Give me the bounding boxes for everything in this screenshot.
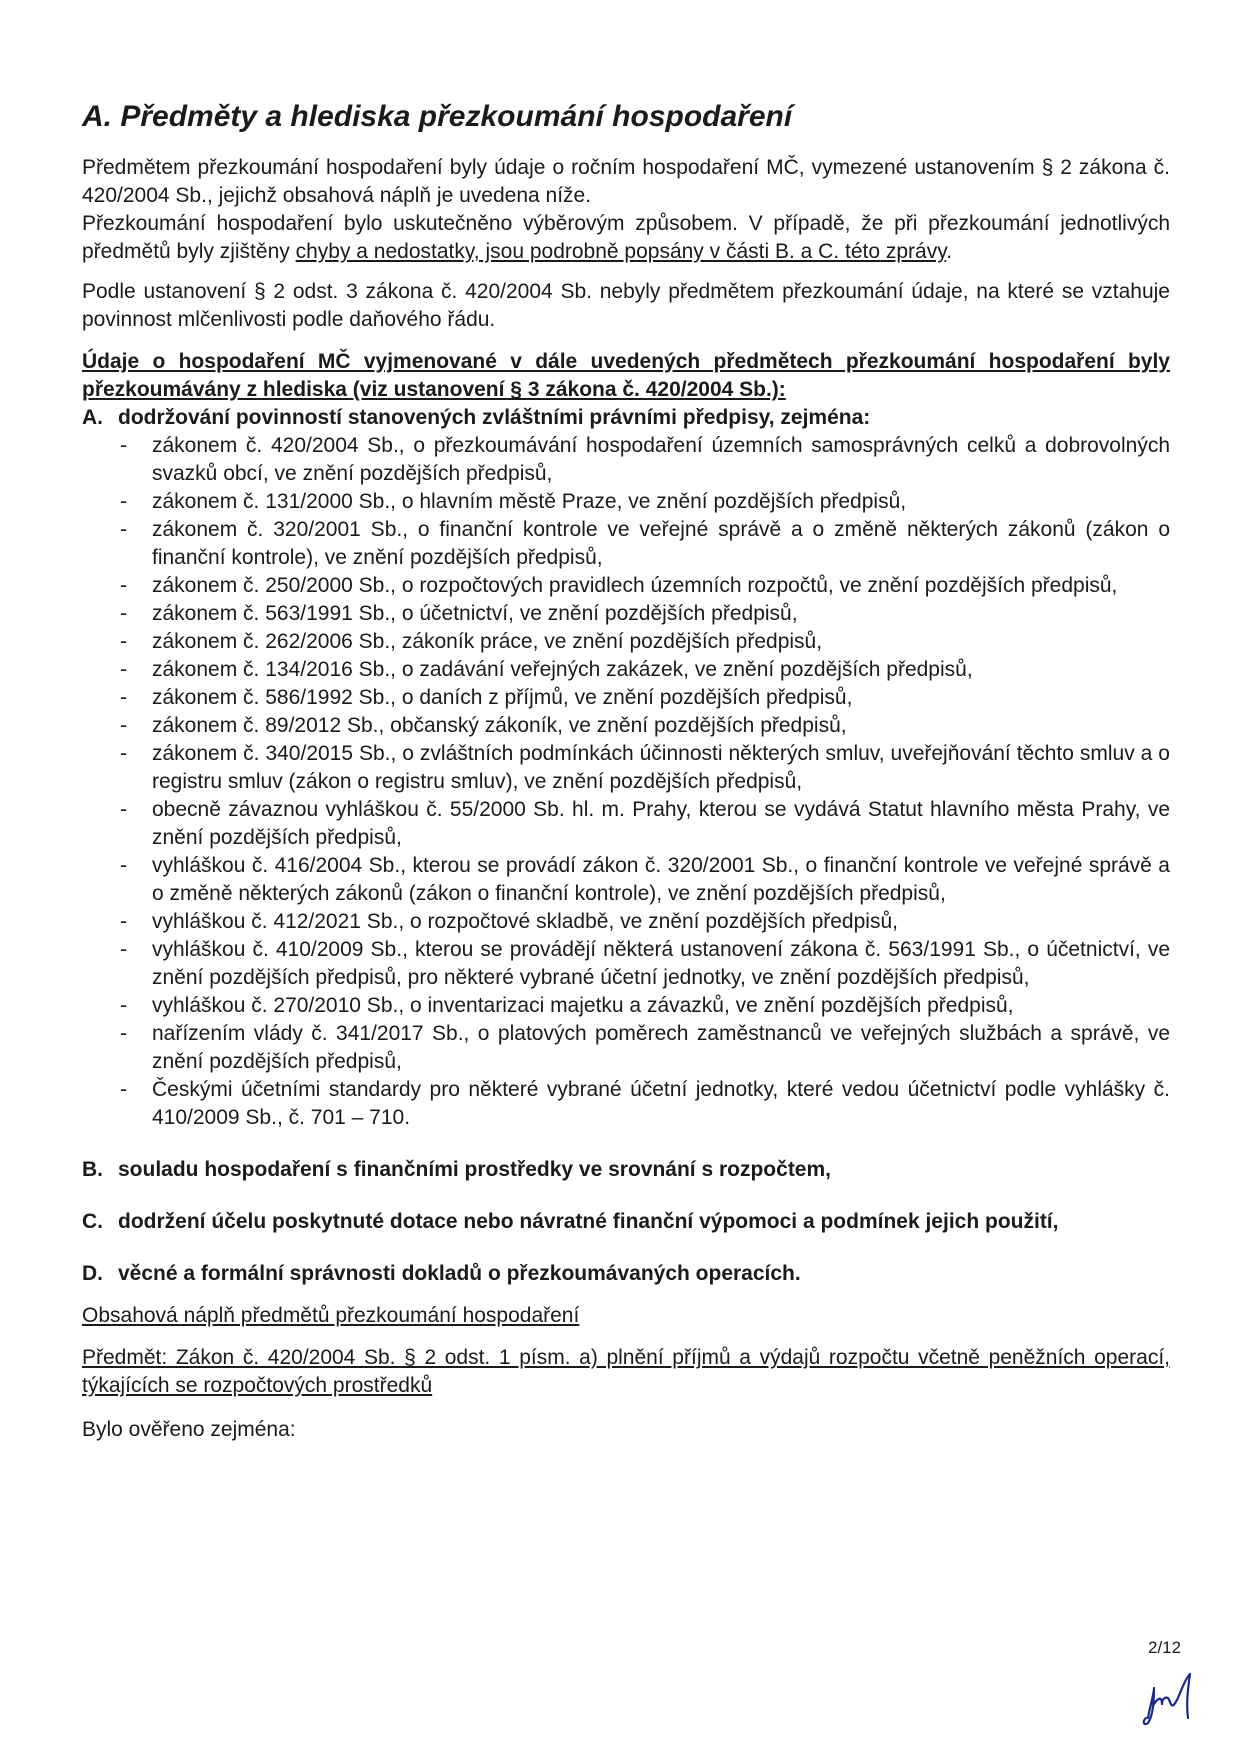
intro-paragraph-3: Podle ustanovení § 2 odst. 3 zákona č. 420/2004 Sb. nebyly předmětem přezkoumání údaje, na které se vztahuje povinnost mlčenlivosti podle daňového řádu. xyxy=(82,280,1170,331)
list-item: - Českými účetními standardy pro některé vybrané účetní jednotky, které vedou účetnictví podle vyhlášky č. 410/2009 Sb., č. 701 – 710. xyxy=(118,1076,1170,1132)
subject-line: Předmět: Zákon č. 420/2004 Sb. § 2 odst. 1 písm. a) plnění příjmů a výdajů rozpočtu včetně peněžních operací, týkajících se rozpočtových prostředků xyxy=(82,1346,1170,1397)
list-item: - zákonem č. 250/2000 Sb., o rozpočtových pravidlech územních rozpočtů, ve znění pozdějších předpisů, xyxy=(118,572,1170,600)
intro-p2-underlined: chyby a nedostatky, jsou podrobně popsány v části B. a C. této zprávy xyxy=(295,240,947,263)
list-item: - zákonem č. 262/2006 Sb., zákoník práce, ve znění pozdějších předpisů, xyxy=(118,628,1170,656)
intro-p2-end: . xyxy=(946,240,953,263)
section-b-text: souladu hospodaření s finančními prostředky ve srovnání s rozpočtem, xyxy=(118,1158,831,1181)
section-a xyxy=(82,404,1170,1132)
section-a-text: dodržování povinností stanovených zvláštními právními předpisy, zejména: xyxy=(118,406,871,429)
intro-paragraph-2 xyxy=(82,210,1170,266)
list-item: - zákonem č. 89/2012 Sb., občanský zákoník, ve znění pozdějších předpisů, xyxy=(118,712,1170,740)
list-item: - vyhláškou č. 270/2010 Sb., o inventarizaci majetku a závazků, ve znění pozdějších předpisů, xyxy=(118,992,1170,1020)
section-d-label: D. xyxy=(82,1262,103,1285)
section-d-text: věcné a formální správnosti dokladů o přezkoumávaných operacích. xyxy=(118,1262,801,1285)
intro xyxy=(82,154,1170,334)
intro-paragraph-1: Předmětem přezkoumání hospodaření byly údaje o ročním hospodaření MČ, vymezené ustanovením § 2 zákona č. 420/2004 Sb., jejichž obsahová náplň je uvedena níže. xyxy=(82,156,1170,207)
list-item: - zákonem č. 320/2001 Sb., o finanční kontrole ve veřejné správě a o změně některých zákonů (zákon o finanční kontrole), ve znění pozdějších předpisů, xyxy=(118,516,1170,572)
section-d xyxy=(82,1260,1170,1288)
verified-line: Bylo ověřeno zejména: xyxy=(82,1418,296,1441)
list-item: - zákonem č. 420/2004 Sb., o přezkoumávání hospodaření územních samosprávných celků a dobrovolných svazků obcí, ve znění pozdějších předpisů, xyxy=(118,432,1170,488)
list-item: - vyhláškou č. 410/2009 Sb., kterou se provádějí některá ustanovení zákona č. 563/1991 Sb., o účetnictví, ve znění pozdějších předpisů, pro některé vybrané účetní jednotky, ve znění pozdějších předpisů, xyxy=(118,936,1170,992)
section-b-label: B. xyxy=(82,1158,103,1181)
list-item: - vyhláškou č. 412/2021 Sb., o rozpočtové skladbě, ve znění pozdějších předpisů, xyxy=(118,908,1170,936)
section-a-heading xyxy=(82,404,1170,432)
list-item: - zákonem č. 563/1991 Sb., o účetnictví, ve znění pozdějších předpisů, xyxy=(118,600,1170,628)
list-item: - obecně závaznou vyhláškou č. 55/2000 Sb. hl. m. Prahy, kterou se vydává Statut hlavního města Prahy, ve znění pozdějších předpisů, xyxy=(118,796,1170,852)
intro-p2-text: Přezkoumání hospodaření bylo uskutečněno výběrovým způsobem. V případě, že při přezkoumání jednotlivých předmětů byly zjištěny xyxy=(82,212,1170,263)
list-item: - vyhláškou č. 416/2004 Sb., kterou se provádí zákon č. 320/2001 Sb., o finanční kontrole ve veřejné správě a o změně některých zákonů (zákon o finanční kontrole), ve znění pozdějších předpisů, xyxy=(118,852,1170,908)
section-c xyxy=(82,1208,1170,1236)
list-item: - zákonem č. 134/2016 Sb., o zadávání veřejných zakázek, ve znění pozdějších předpisů, xyxy=(118,656,1170,684)
page-number: 2/12 xyxy=(1148,1638,1182,1657)
aspects-heading: Údaje o hospodaření MČ vyjmenované v dále uvedených předmětech přezkoumání hospodaření byly přezkoumávány z hlediska (viz ustanovení § 3 zákona č. 420/2004 Sb.): xyxy=(82,350,1170,401)
section-c-text: dodržení účelu poskytnuté dotace nebo návratné finanční výpomoci a podmínek jejich použití, xyxy=(118,1210,1059,1233)
regulation-list xyxy=(82,432,1170,1132)
list-item: - zákonem č. 586/1992 Sb., o daních z příjmů, ve znění pozdějších předpisů, xyxy=(118,684,1170,712)
list-item: - zákonem č. 340/2015 Sb., o zvláštních podmínkách účinnosti některých smluv, uveřejňování těchto smluv a o registru smluv (zákon o registru smluv), ve znění pozdějších předpisů, xyxy=(118,740,1170,796)
section-a-label: A. xyxy=(82,406,103,429)
document-page xyxy=(82,100,1170,1444)
list-item: - nařízením vlády č. 341/2017 Sb., o platových poměrech zaměstnanců ve veřejných službách a správě, ve znění pozdějších předpisů, xyxy=(118,1020,1170,1076)
content-heading: Obsahová náplň předmětů přezkoumání hospodaření xyxy=(82,1304,580,1327)
signature-initials xyxy=(1140,1668,1210,1728)
list-item: - zákonem č. 131/2000 Sb., o hlavním městě Praze, ve znění pozdějších předpisů, xyxy=(118,488,1170,516)
section-c-label: C. xyxy=(82,1210,103,1233)
section-b xyxy=(82,1156,1170,1184)
page-title: A. Předměty a hlediska přezkoumání hospodaření xyxy=(82,100,793,133)
